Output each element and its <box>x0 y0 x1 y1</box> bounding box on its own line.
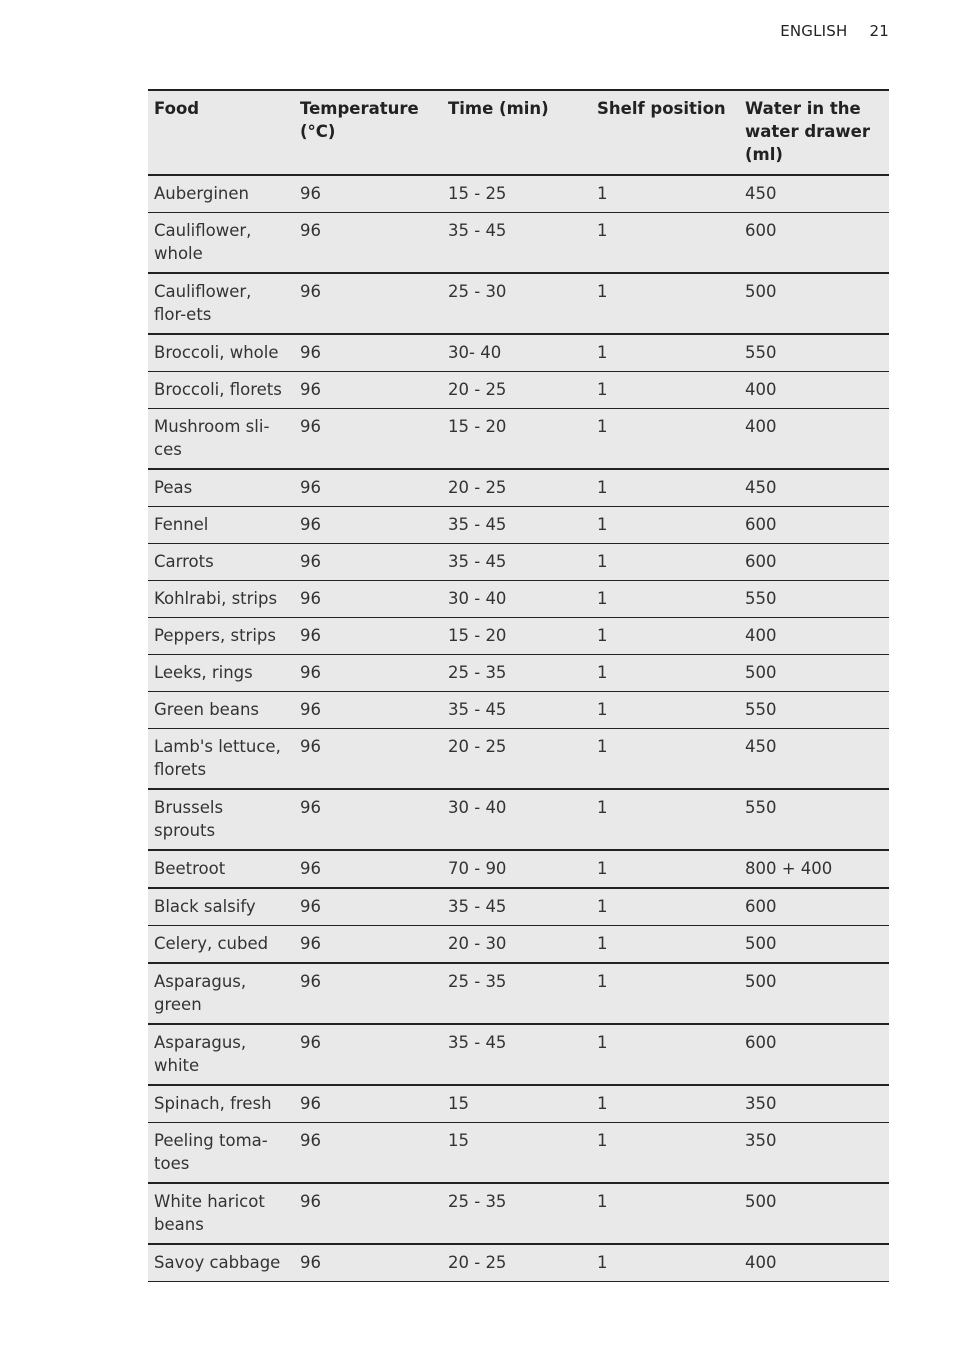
table-row <box>148 213 889 274</box>
cell-shelf: 1 <box>597 700 608 719</box>
cell-water: 600 <box>745 221 777 240</box>
table-row <box>148 1183 889 1244</box>
cell-food: Black salsify <box>154 897 256 916</box>
cell-food: Peas <box>154 478 193 497</box>
cell-temperature: 96 <box>300 626 321 645</box>
cell-time: 35 - 45 <box>448 515 507 534</box>
cell-time: 20 - 25 <box>448 380 507 399</box>
cell-shelf: 1 <box>597 737 608 756</box>
cell-shelf: 1 <box>597 972 608 991</box>
cell-temperature: 96 <box>300 478 321 497</box>
cell-time: 35 - 45 <box>448 221 507 240</box>
cell-temperature: 96 <box>300 515 321 534</box>
table-row <box>148 334 889 372</box>
cell-temperature: 96 <box>300 380 321 399</box>
cell-water: 550 <box>745 343 777 362</box>
cell-shelf: 1 <box>597 1131 608 1150</box>
cell-water: 600 <box>745 552 777 571</box>
cell-time: 15 <box>448 1131 469 1150</box>
table-row <box>148 850 889 888</box>
cell-temperature: 96 <box>300 552 321 571</box>
cell-time: 25 - 35 <box>448 972 507 991</box>
cell-food: Savoy cabbage <box>154 1253 281 1272</box>
cell-shelf: 1 <box>597 1094 608 1113</box>
cell-temperature: 96 <box>300 897 321 916</box>
cell-shelf: 1 <box>597 934 608 953</box>
cell-temperature: 96 <box>300 737 321 756</box>
cell-shelf: 1 <box>597 343 608 362</box>
column-header-shelf: Shelf position <box>597 99 726 118</box>
column-header-temperature: Temperature (°C) <box>300 99 419 141</box>
table-row <box>148 655 889 692</box>
table-row <box>148 1244 889 1282</box>
column-header-water: Water in the water drawer (ml) <box>745 99 870 164</box>
cell-temperature: 96 <box>300 700 321 719</box>
cell-food: Spinach, fresh <box>154 1094 272 1113</box>
cell-shelf: 1 <box>597 859 608 878</box>
cell-time: 20 - 25 <box>448 1253 507 1272</box>
table-row <box>148 372 889 409</box>
cell-time: 25 - 30 <box>448 282 507 301</box>
cell-food: Broccoli, whole <box>154 343 279 362</box>
table-row <box>148 469 889 507</box>
cell-temperature: 96 <box>300 798 321 817</box>
table-body <box>148 175 889 1282</box>
cell-shelf: 1 <box>597 1253 608 1272</box>
table-row <box>148 926 889 964</box>
cell-water: 500 <box>745 282 777 301</box>
cell-temperature: 96 <box>300 1192 321 1211</box>
cell-time: 15 - 20 <box>448 417 507 436</box>
page-header <box>780 22 889 40</box>
table-row <box>148 544 889 581</box>
column-header-time: Time (min) <box>448 99 549 118</box>
cell-water: 550 <box>745 589 777 608</box>
cell-shelf: 1 <box>597 380 608 399</box>
cell-food: Cauliflower, flor-ets <box>154 282 252 324</box>
cell-food: Green beans <box>154 700 260 719</box>
cell-time: 30 - 40 <box>448 589 507 608</box>
cell-temperature: 96 <box>300 1131 321 1150</box>
cell-shelf: 1 <box>597 417 608 436</box>
cell-water: 500 <box>745 972 777 991</box>
cell-time: 20 - 25 <box>448 737 507 756</box>
cell-food: Broccoli, florets <box>154 380 282 399</box>
cell-food: Cauliflower, whole <box>154 221 252 263</box>
table-row <box>148 1024 889 1085</box>
cell-food: Carrots <box>154 552 214 571</box>
cell-water: 400 <box>745 1253 777 1272</box>
table-row <box>148 1123 889 1184</box>
table-row <box>148 789 889 850</box>
cell-shelf: 1 <box>597 626 608 645</box>
table-row <box>148 175 889 213</box>
table-row <box>148 1085 889 1123</box>
cell-time: 20 - 30 <box>448 934 507 953</box>
header-row <box>148 90 889 175</box>
cell-shelf: 1 <box>597 1192 608 1211</box>
cell-food: Asparagus, green <box>154 972 247 1014</box>
cell-food: Peppers, strips <box>154 626 276 645</box>
cell-food: Celery, cubed <box>154 934 269 953</box>
cell-water: 400 <box>745 626 777 645</box>
cell-shelf: 1 <box>597 1033 608 1052</box>
cell-shelf: 1 <box>597 552 608 571</box>
table-header <box>148 90 889 175</box>
cell-time: 35 - 45 <box>448 897 507 916</box>
language-label: ENGLISH <box>780 22 848 40</box>
cell-water: 350 <box>745 1094 777 1113</box>
cell-temperature: 96 <box>300 1033 321 1052</box>
cell-water: 450 <box>745 184 777 203</box>
cell-shelf: 1 <box>597 897 608 916</box>
cell-time: 30 - 40 <box>448 798 507 817</box>
cell-food: Beetroot <box>154 859 226 878</box>
cell-water: 500 <box>745 1192 777 1211</box>
cell-time: 25 - 35 <box>448 663 507 682</box>
table-row <box>148 581 889 618</box>
cell-food: Kohlrabi, strips <box>154 589 278 608</box>
cell-water: 500 <box>745 663 777 682</box>
cell-water: 500 <box>745 934 777 953</box>
cell-water: 350 <box>745 1131 777 1150</box>
cell-shelf: 1 <box>597 589 608 608</box>
cell-time: 35 - 45 <box>448 700 507 719</box>
cell-water: 450 <box>745 737 777 756</box>
cell-shelf: 1 <box>597 221 608 240</box>
cell-temperature: 96 <box>300 1094 321 1113</box>
cell-time: 20 - 25 <box>448 478 507 497</box>
cell-time: 15 - 20 <box>448 626 507 645</box>
table-row <box>148 692 889 729</box>
cell-temperature: 96 <box>300 972 321 991</box>
cell-temperature: 96 <box>300 859 321 878</box>
cell-time: 30- 40 <box>448 343 502 362</box>
cell-shelf: 1 <box>597 478 608 497</box>
cell-water: 800 + 400 <box>745 859 833 878</box>
cell-water: 550 <box>745 798 777 817</box>
cell-food: Leeks, rings <box>154 663 253 682</box>
table-row <box>148 888 889 926</box>
cell-water: 400 <box>745 380 777 399</box>
cell-water: 600 <box>745 897 777 916</box>
cell-shelf: 1 <box>597 663 608 682</box>
column-header-food: Food <box>154 99 200 118</box>
cell-time: 15 - 25 <box>448 184 507 203</box>
cell-temperature: 96 <box>300 934 321 953</box>
cell-food: Asparagus, white <box>154 1033 247 1075</box>
page-number: 21 <box>869 22 889 40</box>
cell-water: 600 <box>745 515 777 534</box>
cell-temperature: 96 <box>300 184 321 203</box>
cell-food: Fennel <box>154 515 209 534</box>
cooking-table <box>148 89 889 1282</box>
cell-shelf: 1 <box>597 515 608 534</box>
cell-time: 70 - 90 <box>448 859 507 878</box>
cell-temperature: 96 <box>300 417 321 436</box>
cell-temperature: 96 <box>300 589 321 608</box>
cell-shelf: 1 <box>597 282 608 301</box>
table-row <box>148 618 889 655</box>
cell-water: 600 <box>745 1033 777 1052</box>
cell-time: 15 <box>448 1094 469 1113</box>
cell-temperature: 96 <box>300 663 321 682</box>
cell-temperature: 96 <box>300 221 321 240</box>
table-row <box>148 729 889 790</box>
cell-temperature: 96 <box>300 282 321 301</box>
cell-temperature: 96 <box>300 1253 321 1272</box>
cell-time: 35 - 45 <box>448 552 507 571</box>
cell-time: 35 - 45 <box>448 1033 507 1052</box>
cell-temperature: 96 <box>300 343 321 362</box>
table-row <box>148 409 889 470</box>
cell-shelf: 1 <box>597 798 608 817</box>
cell-food: Peeling toma-toes <box>154 1131 268 1173</box>
cell-time: 25 - 35 <box>448 1192 507 1211</box>
table-row <box>148 507 889 544</box>
table-row <box>148 273 889 334</box>
cell-water: 400 <box>745 417 777 436</box>
cell-water: 550 <box>745 700 777 719</box>
cell-food: Lamb's lettuce, florets <box>154 737 281 779</box>
cell-shelf: 1 <box>597 184 608 203</box>
cell-water: 450 <box>745 478 777 497</box>
cell-food: White haricot beans <box>154 1192 265 1234</box>
table-row <box>148 963 889 1024</box>
cell-food: Mushroom sli-ces <box>154 417 270 459</box>
cell-food: Auberginen <box>154 184 249 203</box>
cell-food: Brussels sprouts <box>154 798 224 840</box>
